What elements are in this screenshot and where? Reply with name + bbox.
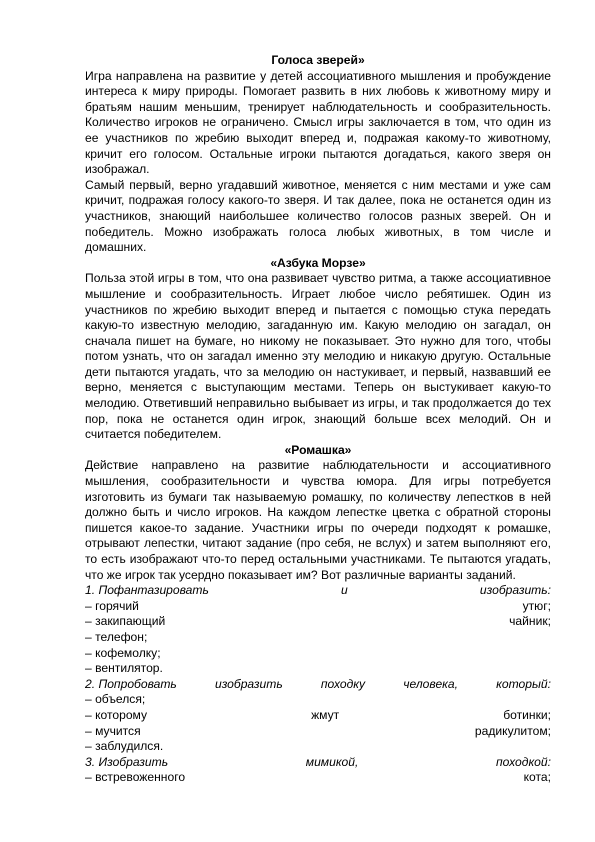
section-chamomile	[85, 443, 551, 786]
list-item: – объелся;	[85, 692, 146, 707]
paragraph: Игра направлена на развитие у детей ассоциативного мышления и пробуждение интереса к миру природы. Помогает развить в них любовь к животному миру и братьям нашим меньшим, тренирует наблюдательность и сообразительность. Количество игроков не ограничено. Смысл игры заключается в том, что один из ее участников по жребию выходит вперед и, подражая какому-то животному, кричит его голосом. Остальные игроки пытаются догадаться, какого зверя он изображал.	[85, 68, 551, 177]
list-item-text: – которому	[85, 707, 148, 722]
task-heading-word: походкой:	[496, 754, 551, 769]
section-animal-voices	[85, 53, 551, 256]
task-heading-word: человека,	[403, 676, 458, 691]
section-morse-code	[85, 256, 551, 443]
list-item-text: радикулитом;	[474, 723, 551, 738]
document-content	[85, 53, 551, 786]
task-heading-word: изобразить	[214, 676, 283, 691]
list-item: – телефон;	[85, 629, 148, 644]
list-item	[85, 708, 551, 724]
list-item-text: чайник;	[509, 614, 551, 629]
list-item: – кофемолку;	[85, 645, 161, 660]
task-heading-word: 1. Пофантазировать	[85, 583, 209, 598]
list-item	[85, 599, 551, 615]
task-heading-word: 3. Изобразить	[85, 754, 169, 769]
task-heading-word: изобразить:	[479, 583, 551, 598]
task-heading-word: и	[341, 583, 348, 598]
list-item-text: жмут	[311, 707, 340, 722]
section-title: «Ромашка»	[284, 442, 352, 457]
section-title: «Азбука Морзе»	[270, 255, 366, 270]
task-heading	[85, 755, 551, 771]
task-heading-word: мимикой,	[305, 754, 359, 769]
list-item	[85, 614, 551, 630]
list-item-text: – мучится	[85, 723, 141, 738]
list-item: – заблудился.	[85, 739, 164, 754]
task-heading	[85, 583, 551, 599]
list-item-text: – закипающий	[85, 614, 166, 629]
task-heading-word: походку	[320, 676, 366, 691]
task-2	[85, 677, 551, 755]
task-heading-word: который:	[496, 676, 551, 691]
paragraph: Действие направлено на развитие наблюдательности и ассоциативного мышления, сообразительности и чувства юмора. Для игры потребуется изготовить из бумаги так называемую ромашку, по количеству лепестков в ней должно быть и число игроков. На каждом лепестке цветка с обратной стороны пишется какое-то задание. Участники игры по очереди подходят к ромашке, отрывают лепестки, читают задание (про себя, не вслух) и затем выполняют его, то есть изображают что-то перед остальными участниками. Те пытаются угадать, что же игрок так усердно показывает им? Вот различные варианты заданий.	[85, 458, 551, 582]
list-item-text: – встревоженного	[85, 770, 186, 785]
list-item-text: ботинки;	[503, 707, 551, 722]
list-item	[85, 724, 551, 740]
list-item-text: – горячий	[85, 598, 139, 613]
task-heading-word: 2. Попробовать	[85, 676, 177, 691]
task-heading	[85, 677, 551, 693]
task-3	[85, 755, 551, 786]
paragraph: Польза этой игры в том, что она развивает чувство ритма, а также ассоциативное мышление и сообразительность. Играет любое число ребятишек. Один из участников по жребию выходит вперед и пытается с помощью стука передать какую-то известную мелодию, загаданную им. Какую мелодию он загадал, он сначала пишет на бумаге, но никому не показывает. Это нужно для того, чтобы потом узнать, что он загадал именно эту мелодию и никакую другую. Остальные дети пытаются угадать, что за мелодию он настукивает, и первый, назвавший ее верно, меняется с выступающим местами. Теперь он выстукивает какую-то мелодию. Ответивший неправильно выбывает из игры, и так продолжается до тех пор, пока не останется один игрок, знающий больше всех мелодий. Он и считается победителем.	[85, 271, 551, 442]
paragraph: Самый первый, верно угадавший животное, меняется с ним местами и уже сам кричит, подражая голосу какого-то зверя. И так далее, пока не останется один из участников, знающий наибольшее количество голосов разных зверей. Он и победитель. Можно изображать голоса любых животных, в том числе и домашних.	[85, 177, 551, 255]
list-item: – вентилятор.	[85, 661, 163, 676]
list-item-text: утюг;	[522, 598, 551, 613]
task-1	[85, 583, 551, 677]
section-title: Голоса зверей»	[271, 53, 365, 67]
list-item-text: кота;	[523, 770, 551, 785]
list-item	[85, 770, 551, 786]
